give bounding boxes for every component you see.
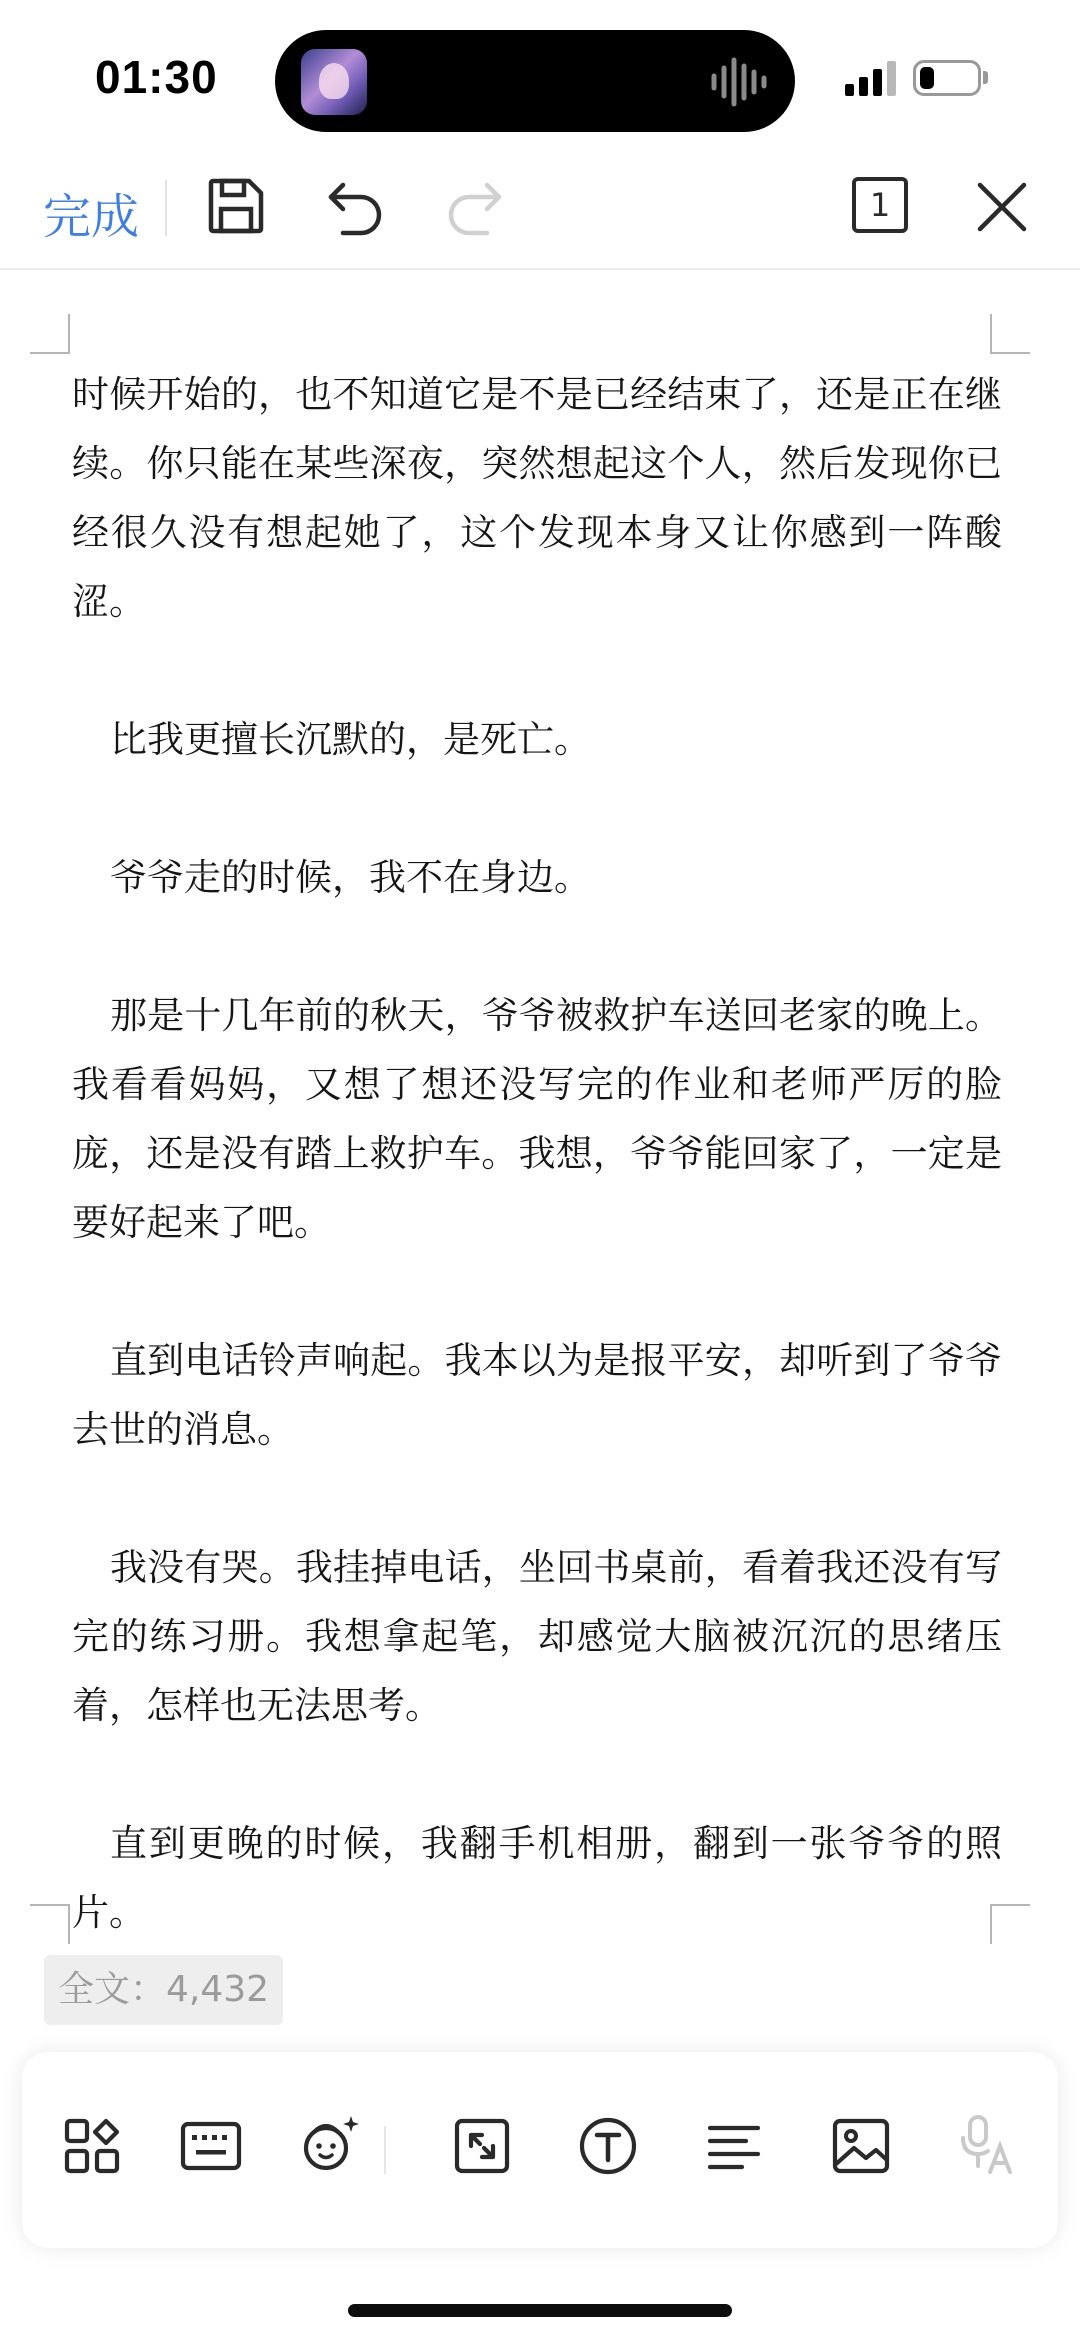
page-number: 1 [869,186,891,224]
document-paragraph: 直到电话铃声响起。我本以为是报平安，却听到了爷爷去世的消息。 [72,1339,1002,1451]
document-page[interactable] [0,272,1080,2062]
page-corner-mark [990,314,1030,354]
dynamic-island[interactable] [275,30,795,132]
ai-assistant-icon[interactable] [296,2112,362,2174]
toolbar-divider [384,2126,386,2174]
document-paragraph: 那是十几年前的秋天，爷爷被救护车送回老家的晚上。我看看妈妈，又想了想还没写完的作业和老师严厉的脸庞，还是没有踏上救护车。我想，爷爷能回家了，一定是要好起来了吧。 [72,994,1002,1244]
word-count-badge: 全文：4,432 [44,1955,283,2025]
now-playing-thumbnail [301,49,367,115]
document-paragraph: 直到更晚的时候，我翻手机相册，翻到一张爷爷的照片。 [72,1822,1002,1934]
fullscreen-icon[interactable] [454,2118,510,2174]
cellular-signal-icon [845,60,899,96]
editor-toolbar [0,150,1080,270]
audio-waveform-icon [709,56,769,108]
battery-level [920,67,934,89]
page-count-icon[interactable] [852,177,908,233]
save-icon[interactable] [205,175,267,237]
battery-icon [913,60,981,96]
text-style-icon[interactable] [578,2116,638,2176]
document-paragraph: 时候开始的，也不知道它是不是已经结束了，还是正在继续。你只能在某些深夜，突然想起这个人，然后发现你已经很久没有想起她了，这个发现本身又让你感到一阵酸涩。 [72,373,1002,623]
document-paragraph: 比我更擅长沉默的，是死亡。 [110,718,591,761]
page-corner-mark [30,314,70,354]
voice-input-icon[interactable] [958,2114,1018,2176]
keyboard-icon[interactable] [180,2118,242,2174]
home-indicator[interactable] [348,2304,732,2317]
close-icon[interactable] [975,180,1029,234]
formatting-toolbar [22,2052,1058,2248]
paragraph-align-icon[interactable] [706,2118,762,2174]
redo-icon[interactable] [445,175,505,237]
done-button[interactable]: 完成 [43,189,140,245]
status-bar [0,0,1080,150]
battery-tip [983,71,988,84]
document-paragraph: 我没有哭。我挂掉电话，坐回书桌前，看着我还没有写完的练习册。我想拿起笔，却感觉大脑被沉沉的思绪压着，怎样也无法思考。 [72,1546,1002,1727]
insert-image-icon[interactable] [832,2118,890,2174]
document-paragraph: 爷爷走的时候，我不在身边。 [110,856,591,899]
apps-grid-icon[interactable] [64,2118,120,2174]
status-time: 01:30 [95,51,218,103]
document-body[interactable] [72,360,1002,1947]
page-corner-mark [30,1904,70,1944]
toolbar-divider [165,180,167,236]
undo-icon[interactable] [325,175,385,237]
